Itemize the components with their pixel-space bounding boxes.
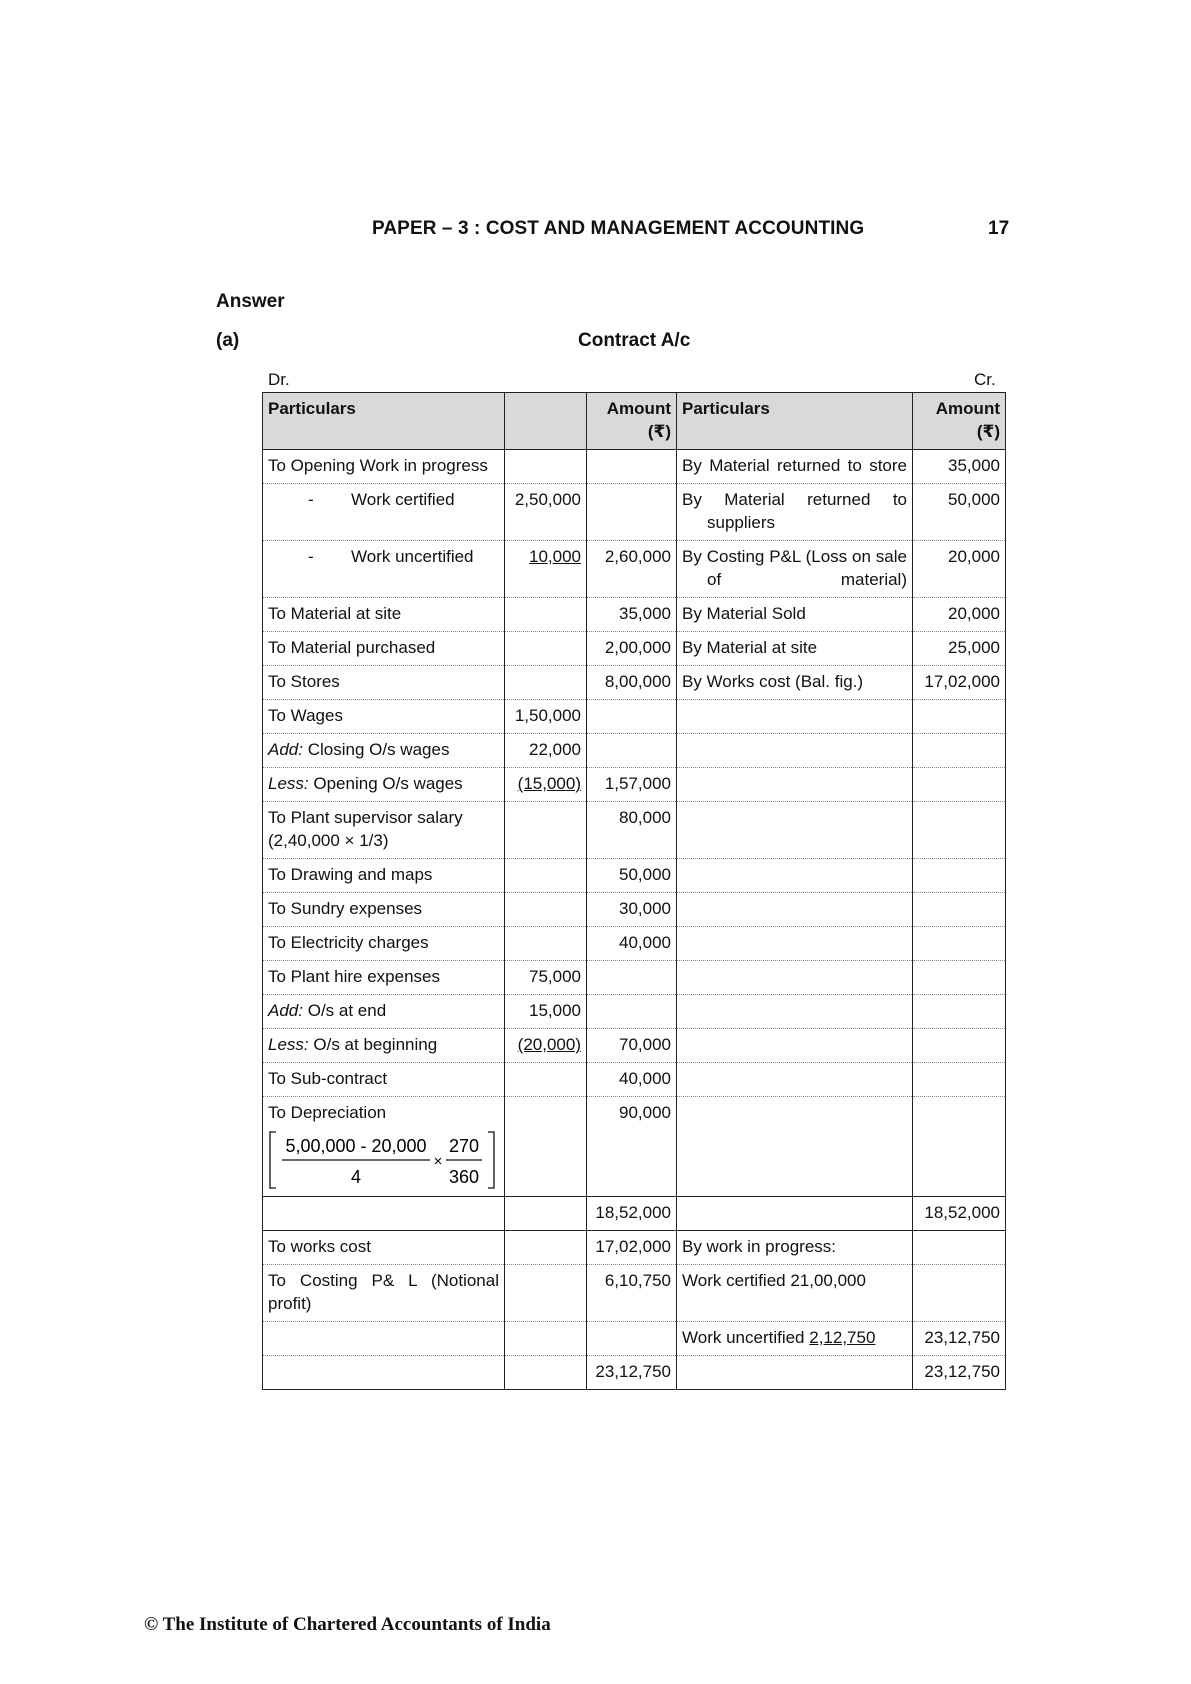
dr-subamount bbox=[505, 1265, 587, 1322]
cr-particular bbox=[677, 1029, 913, 1063]
header-particulars-dr: Particulars bbox=[263, 393, 505, 450]
footer-copyright: © The Institute of Chartered Accountants of India bbox=[144, 1614, 551, 1635]
dr-subamount: 2,50,000 bbox=[505, 484, 587, 541]
credit-label: Cr. bbox=[974, 370, 996, 389]
cr-particular bbox=[677, 768, 913, 802]
dr-subamount bbox=[505, 450, 587, 484]
dr-subamount bbox=[505, 1322, 587, 1356]
cr-particular: By Material Sold bbox=[677, 598, 913, 632]
cr-amount: 35,000 bbox=[913, 450, 1006, 484]
dr-amount: 40,000 bbox=[587, 1063, 677, 1097]
cr-particular bbox=[677, 1063, 913, 1097]
contract-account-table bbox=[262, 392, 1006, 1390]
total-row bbox=[263, 1197, 1006, 1231]
dr-amount: 17,02,000 bbox=[587, 1231, 677, 1265]
dr-subamount bbox=[505, 666, 587, 700]
cr-amount bbox=[913, 961, 1006, 995]
dr-amount bbox=[587, 700, 677, 734]
table-row bbox=[263, 859, 1006, 893]
cr-particular: By Material at site bbox=[677, 632, 913, 666]
dr-subamount: 75,000 bbox=[505, 961, 587, 995]
dr-amount: 80,000 bbox=[587, 802, 677, 859]
dr-subamount: 10,000 bbox=[505, 541, 587, 598]
dr-particular: - Work certified bbox=[263, 484, 505, 541]
table-row bbox=[263, 768, 1006, 802]
cr-amount bbox=[913, 859, 1006, 893]
cr-amount bbox=[913, 1231, 1006, 1265]
dr-subamount: (15,000) bbox=[505, 768, 587, 802]
cr-particular bbox=[677, 961, 913, 995]
formula-times: × bbox=[433, 1153, 443, 1170]
dr-amount: 90,000 bbox=[587, 1097, 677, 1197]
cr-amount: 23,12,750 bbox=[913, 1322, 1006, 1356]
total-dr-subamount bbox=[505, 1356, 587, 1390]
dr-subamount bbox=[505, 632, 587, 666]
table-row bbox=[263, 927, 1006, 961]
dr-subamount: 15,000 bbox=[505, 995, 587, 1029]
table-row bbox=[263, 802, 1006, 859]
header-particulars-cr: Particulars bbox=[677, 393, 913, 450]
cr-amount bbox=[913, 734, 1006, 768]
dr-particular bbox=[263, 1322, 505, 1356]
header-subamount bbox=[505, 393, 587, 450]
table-row bbox=[263, 995, 1006, 1029]
table-row bbox=[263, 893, 1006, 927]
cr-amount bbox=[913, 1265, 1006, 1322]
cr-amount bbox=[913, 1029, 1006, 1063]
dr-particular: To Sub-contract bbox=[263, 1063, 505, 1097]
cr-particular: By work in progress: bbox=[677, 1231, 913, 1265]
dr-amount: 6,10,750 bbox=[587, 1265, 677, 1322]
cr-amount: 17,02,000 bbox=[913, 666, 1006, 700]
dr-subamount: (20,000) bbox=[505, 1029, 587, 1063]
dr-subamount bbox=[505, 1063, 587, 1097]
account-title: Contract A/c bbox=[578, 330, 691, 351]
total-cr-amount: 23,12,750 bbox=[913, 1356, 1006, 1390]
cr-particular bbox=[677, 1097, 913, 1197]
cr-particular bbox=[677, 893, 913, 927]
table-row bbox=[263, 484, 1006, 541]
table-row bbox=[263, 700, 1006, 734]
total-dr-particular bbox=[263, 1356, 505, 1390]
table-row bbox=[263, 1231, 1006, 1265]
cr-particular: Work uncertified 2,12,750 bbox=[677, 1322, 913, 1356]
dr-subamount bbox=[505, 893, 587, 927]
dr-amount: 30,000 bbox=[587, 893, 677, 927]
dr-subamount bbox=[505, 1097, 587, 1197]
cr-amount: 50,000 bbox=[913, 484, 1006, 541]
dr-amount bbox=[587, 1322, 677, 1356]
cr-amount bbox=[913, 768, 1006, 802]
total-dr-subamount bbox=[505, 1197, 587, 1231]
dr-particular: To Costing P& L (Notional profit) bbox=[263, 1265, 505, 1322]
dr-amount: 35,000 bbox=[587, 598, 677, 632]
table-row bbox=[263, 598, 1006, 632]
cr-amount bbox=[913, 700, 1006, 734]
total-dr-amount: 18,52,000 bbox=[587, 1197, 677, 1231]
cr-particular: By Works cost (Bal. fig.) bbox=[677, 666, 913, 700]
total-cr-amount: 18,52,000 bbox=[913, 1197, 1006, 1231]
dr-particular: To Depreciation 5,00,000 - 20,000 4 × 270 360 bbox=[263, 1097, 505, 1197]
cr-amount bbox=[913, 1097, 1006, 1197]
dr-particular: To Electricity charges bbox=[263, 927, 505, 961]
table-row bbox=[263, 666, 1006, 700]
cr-particular bbox=[677, 927, 913, 961]
cr-particular: By Material returned to store bbox=[677, 450, 913, 484]
total-dr-particular bbox=[263, 1197, 505, 1231]
dr-amount: 50,000 bbox=[587, 859, 677, 893]
cr-particular: By Material returned to suppliers bbox=[677, 484, 913, 541]
cr-amount bbox=[913, 927, 1006, 961]
table-row bbox=[263, 450, 1006, 484]
table-row bbox=[263, 1063, 1006, 1097]
cr-particular: By Costing P&L (Loss on sale of material) bbox=[677, 541, 913, 598]
formula-denominator: 4 bbox=[350, 1167, 362, 1187]
dr-particular: To Sundry expenses bbox=[263, 893, 505, 927]
dr-particular: Less: Opening O/s wages bbox=[263, 768, 505, 802]
cr-particular bbox=[677, 802, 913, 859]
header-amount-cr: Amount (₹) bbox=[913, 393, 1006, 450]
dr-particular: To Stores bbox=[263, 666, 505, 700]
dr-amount bbox=[587, 961, 677, 995]
dr-amount: 2,60,000 bbox=[587, 541, 677, 598]
dr-subamount: 22,000 bbox=[505, 734, 587, 768]
formula-numerator: 5,00,000 - 20,000 bbox=[285, 1136, 427, 1156]
cr-particular bbox=[677, 734, 913, 768]
cr-amount: 20,000 bbox=[913, 541, 1006, 598]
total-cr-particular bbox=[677, 1197, 913, 1231]
dr-particular: To Material purchased bbox=[263, 632, 505, 666]
table-row bbox=[263, 1029, 1006, 1063]
part-label: (a) bbox=[216, 330, 240, 351]
dr-subamount: 1,50,000 bbox=[505, 700, 587, 734]
dr-particular: To Material at site bbox=[263, 598, 505, 632]
dr-amount: 1,57,000 bbox=[587, 768, 677, 802]
table-row bbox=[263, 1322, 1006, 1356]
cr-amount bbox=[913, 1063, 1006, 1097]
table-row bbox=[263, 961, 1006, 995]
formula-brackets bbox=[268, 1130, 498, 1190]
cr-particular bbox=[677, 859, 913, 893]
dr-subamount bbox=[505, 1231, 587, 1265]
cr-amount: 20,000 bbox=[913, 598, 1006, 632]
cr-amount: 25,000 bbox=[913, 632, 1006, 666]
formula-frac-num: 270 bbox=[448, 1136, 480, 1156]
dr-amount bbox=[587, 450, 677, 484]
dr-particular: To Drawing and maps bbox=[263, 859, 505, 893]
dr-amount: 8,00,000 bbox=[587, 666, 677, 700]
depreciation-formula bbox=[268, 1130, 499, 1190]
cr-amount bbox=[913, 802, 1006, 859]
dr-amount bbox=[587, 484, 677, 541]
dr-subamount bbox=[505, 598, 587, 632]
cr-amount bbox=[913, 995, 1006, 1029]
table-row bbox=[263, 1265, 1006, 1322]
answer-heading: Answer bbox=[216, 291, 285, 312]
header-amount-dr: Amount (₹) bbox=[587, 393, 677, 450]
dr-particular: To Plant supervisor salary (2,40,000 × 1/3) bbox=[263, 802, 505, 859]
table-row bbox=[263, 541, 1006, 598]
total-row bbox=[263, 1356, 1006, 1390]
dr-amount: 2,00,000 bbox=[587, 632, 677, 666]
dr-particular: Add: O/s at end bbox=[263, 995, 505, 1029]
cr-particular bbox=[677, 700, 913, 734]
table-row bbox=[263, 1097, 1006, 1197]
dr-amount: 70,000 bbox=[587, 1029, 677, 1063]
dr-particular: - Work uncertified bbox=[263, 541, 505, 598]
total-cr-particular bbox=[677, 1356, 913, 1390]
dr-particular: Add: Closing O/s wages bbox=[263, 734, 505, 768]
page-number: 17 bbox=[988, 218, 1010, 239]
dr-particular: To Opening Work in progress bbox=[263, 450, 505, 484]
formula-frac-den: 360 bbox=[448, 1167, 480, 1187]
table-row bbox=[263, 632, 1006, 666]
dr-subamount bbox=[505, 927, 587, 961]
cr-particular bbox=[677, 995, 913, 1029]
dr-subamount bbox=[505, 802, 587, 859]
dr-particular: Less: O/s at beginning bbox=[263, 1029, 505, 1063]
total-dr-amount: 23,12,750 bbox=[587, 1356, 677, 1390]
table-header-row bbox=[263, 393, 1006, 450]
page-header-title: PAPER – 3 : COST AND MANAGEMENT ACCOUNTING bbox=[372, 218, 865, 239]
dr-subamount bbox=[505, 859, 587, 893]
dr-particular: To Wages bbox=[263, 700, 505, 734]
dr-amount bbox=[587, 995, 677, 1029]
debit-label: Dr. bbox=[268, 370, 290, 389]
dr-particular: To Plant hire expenses bbox=[263, 961, 505, 995]
cr-amount bbox=[913, 893, 1006, 927]
dr-amount bbox=[587, 734, 677, 768]
cr-particular: Work certified 21,00,000 bbox=[677, 1265, 913, 1322]
dr-particular: To works cost bbox=[263, 1231, 505, 1265]
dr-amount: 40,000 bbox=[587, 927, 677, 961]
table-row bbox=[263, 734, 1006, 768]
